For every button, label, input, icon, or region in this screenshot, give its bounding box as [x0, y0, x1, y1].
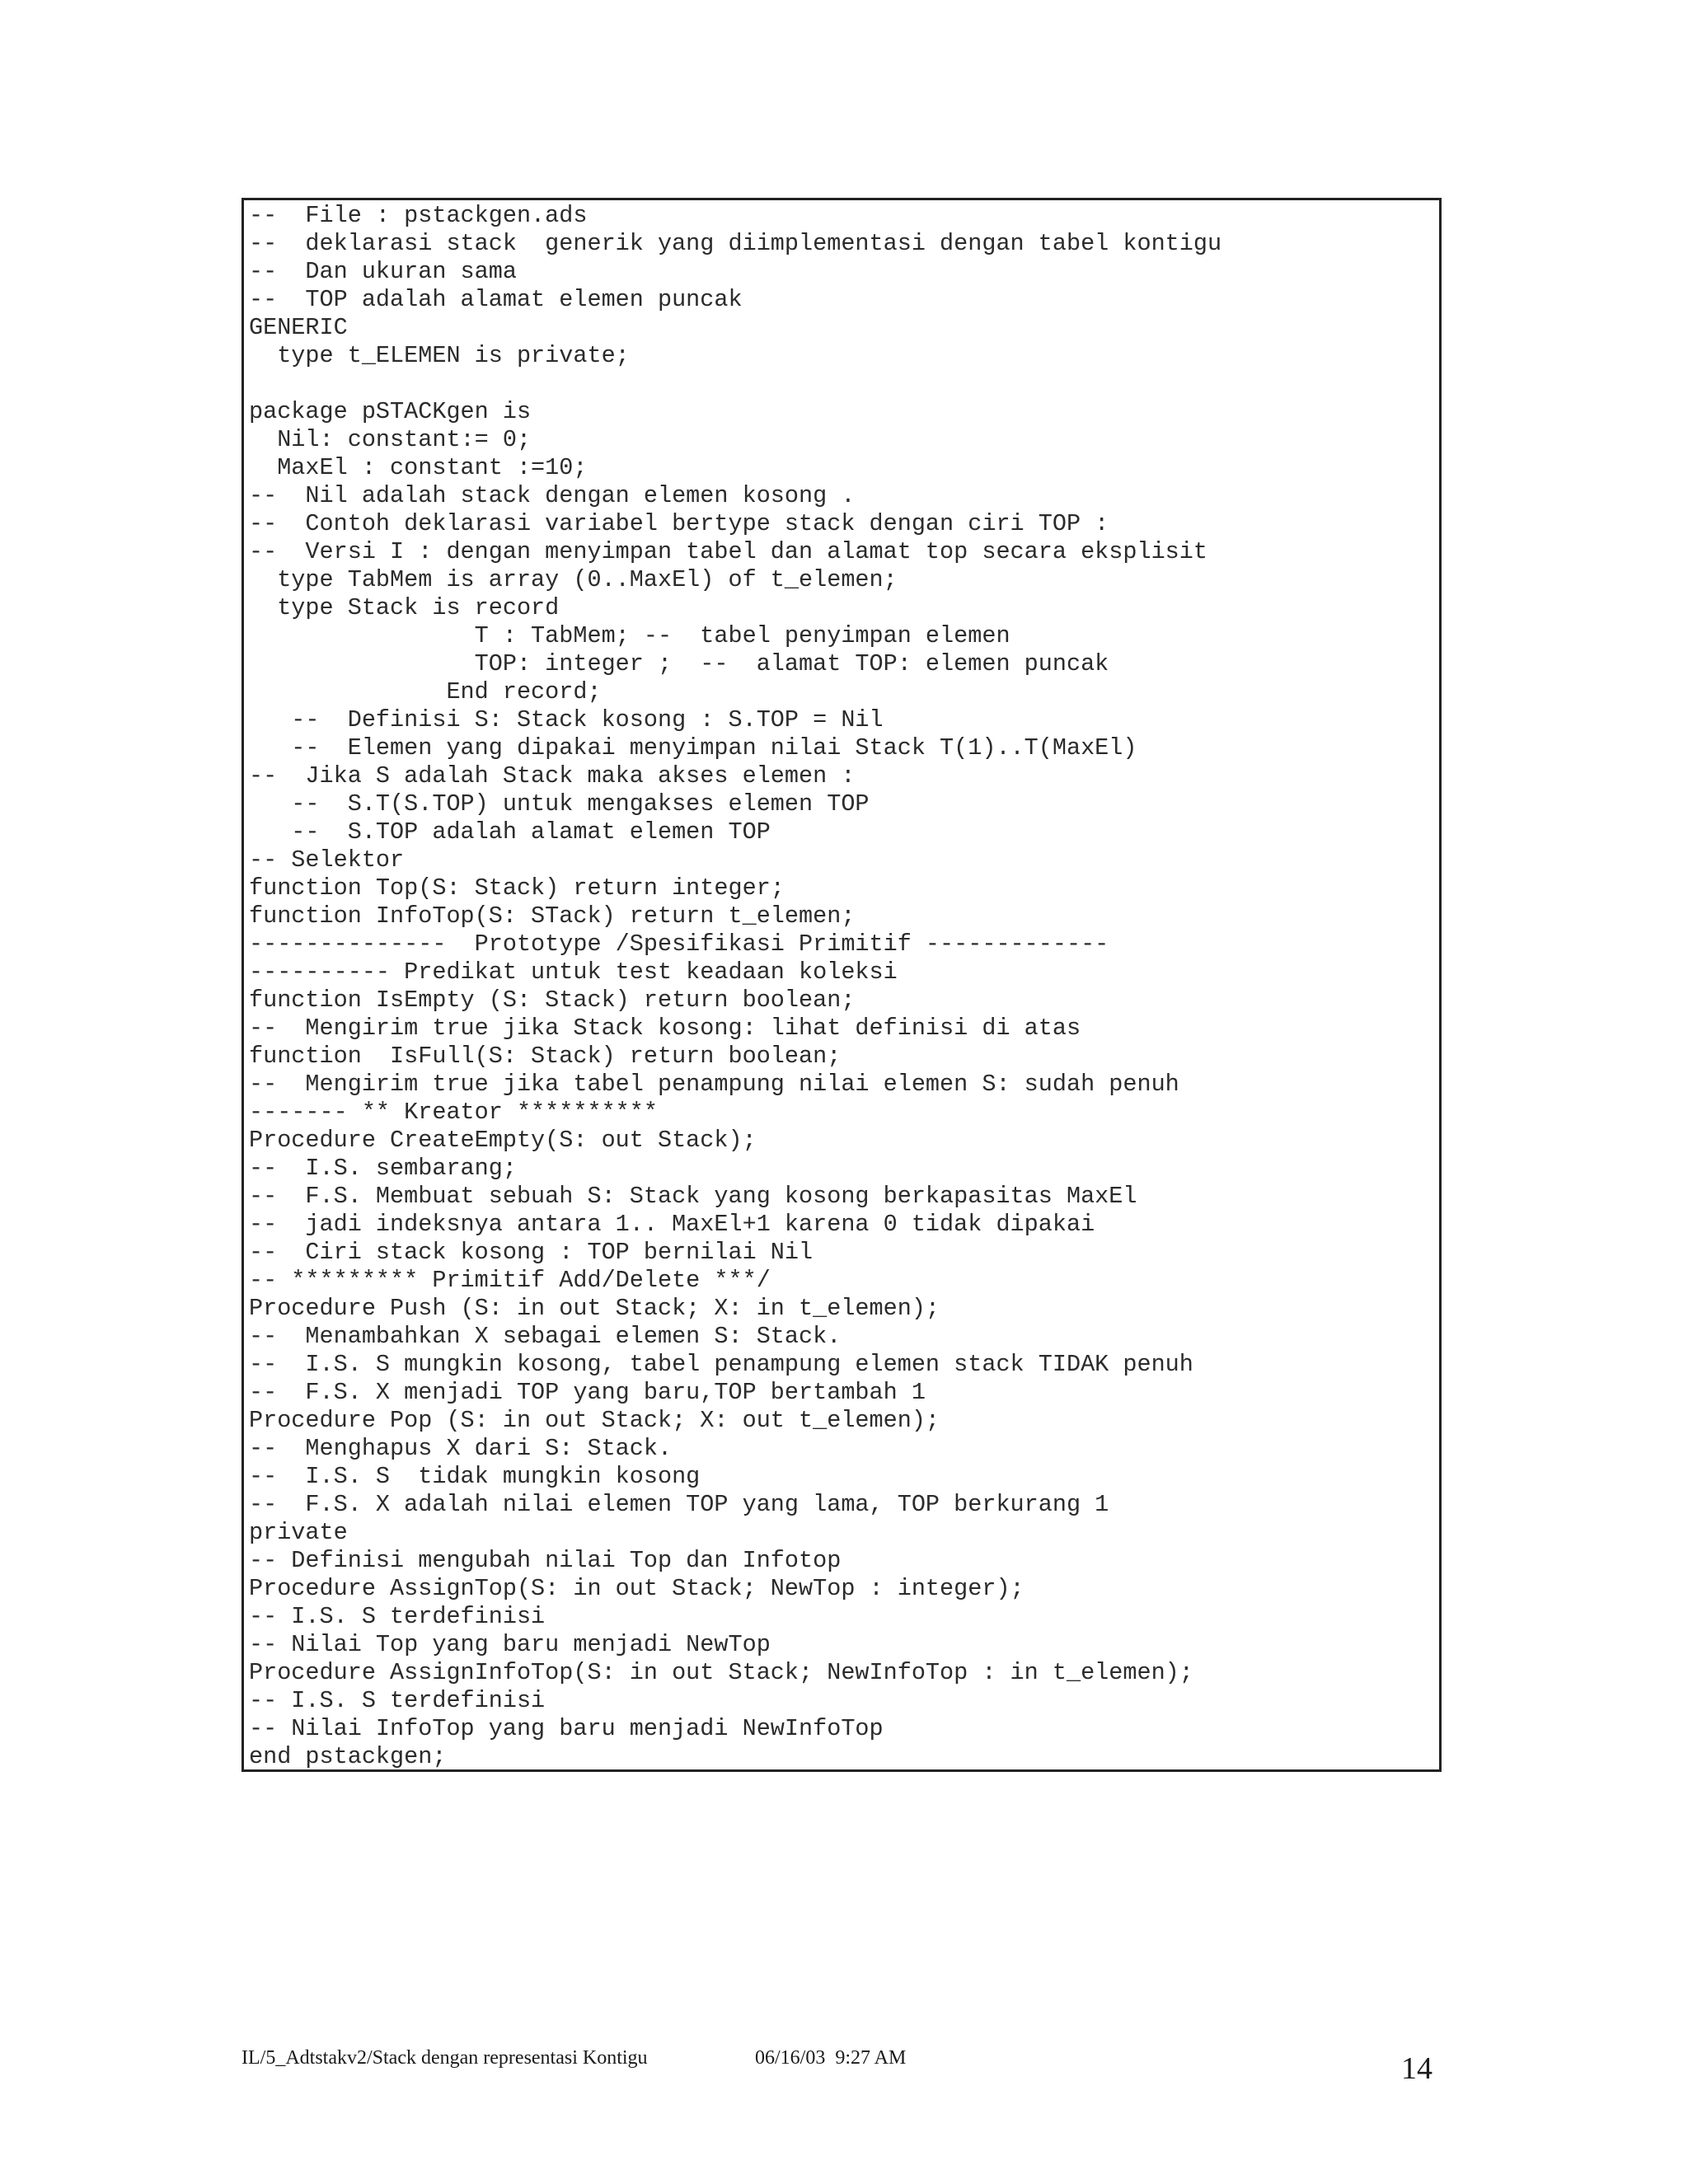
code-line: -- Nilai InfoTop yang baru menjadi NewInfoTop [249, 1715, 884, 1742]
code-line: type t_ELEMEN is private; [249, 342, 630, 369]
code-line: -- F.S. Membuat sebuah S: Stack yang kosong berkapasitas MaxEl [249, 1183, 1137, 1210]
code-line: -- Mengirim true jika Stack kosong: lihat definisi di atas [249, 1015, 1081, 1042]
code-line: -- F.S. X adalah nilai elemen TOP yang lama, TOP berkurang 1 [249, 1491, 1109, 1518]
code-line: function IsEmpty (S: Stack) return boolean; [249, 987, 856, 1014]
code-line: -- Definisi S: Stack kosong : S.TOP = Nil [249, 706, 884, 733]
footer-date: 06/16/03 9:27 AM [755, 2047, 907, 2069]
code-line: -- Contoh deklarasi variabel bertype stack dengan ciri TOP : [249, 510, 1109, 537]
code-line: -- S.T(S.TOP) untuk mengakses elemen TOP [249, 790, 870, 818]
code-line: -- Mengirim true jika tabel penampung nilai elemen S: sudah penuh [249, 1071, 1179, 1098]
code-line: -- I.S. S terdefinisi [249, 1687, 546, 1714]
code-line: GENERIC [249, 314, 348, 341]
code-line: Procedure AssignTop(S: in out Stack; NewTop : integer); [249, 1575, 1025, 1602]
code-line: -------------- Prototype /Spesifikasi Primitif ------------- [249, 930, 1109, 958]
code-line: TOP: integer ; -- alamat TOP: elemen puncak [249, 650, 1109, 677]
code-line: -- deklarasi stack generik yang diimplementasi dengan tabel kontigu [249, 230, 1222, 257]
code-line: package pSTACKgen is [249, 398, 532, 425]
code-line: -- File : pstackgen.ads [249, 202, 588, 229]
code-line [249, 370, 1439, 398]
code-line: -- F.S. X menjadi TOP yang baru,TOP bertambah 1 [249, 1379, 926, 1406]
code-line: Procedure CreateEmpty(S: out Stack); [249, 1127, 757, 1154]
code-line: -- TOP adalah alamat elemen puncak [249, 286, 743, 313]
code-line: MaxEl : constant :=10; [249, 454, 588, 481]
code-line: -- Jika S adalah Stack maka akses elemen : [249, 762, 856, 790]
page-number: 14 [1401, 2051, 1432, 2086]
code-line: ---------- Predikat untuk test keadaan koleksi [249, 958, 898, 986]
code-line: Nil: constant:= 0; [249, 426, 532, 453]
code-line: -- jadi indeksnya antara 1.. MaxEl+1 karena 0 tidak dipakai [249, 1211, 1095, 1238]
code-line: type TabMem is array (0..MaxEl) of t_elemen; [249, 566, 898, 593]
code-line: Procedure Pop (S: in out Stack; X: out t_elemen); [249, 1407, 940, 1434]
code-line: type Stack is record [249, 594, 560, 621]
code-line: -- S.TOP adalah alamat elemen TOP [249, 818, 771, 846]
code-line: -- I.S. sembarang; [249, 1155, 517, 1182]
code-line: -- Dan ukuran sama [249, 258, 517, 285]
code-line: function IsFull(S: Stack) return boolean; [249, 1043, 842, 1070]
code-line: -- ********* Primitif Add/Delete ***/ [249, 1267, 771, 1294]
code-line: Procedure Push (S: in out Stack; X: in t_elemen); [249, 1295, 940, 1322]
code-line: T : TabMem; -- tabel penyimpan elemen [249, 622, 1010, 649]
code-line: -- Nil adalah stack dengan elemen kosong . [249, 482, 856, 509]
code-line: function InfoTop(S: STack) return t_elemen; [249, 902, 856, 930]
code-listing-box [241, 198, 1442, 1772]
code-line: -- Elemen yang dipakai menyimpan nilai Stack T(1)..T(MaxEl) [249, 734, 1137, 762]
code-line: ------- ** Kreator ********** [249, 1099, 658, 1126]
code-line: -- Menambahkan X sebagai elemen S: Stack. [249, 1323, 842, 1350]
code-line: private [249, 1519, 348, 1546]
code-line: -- Versi I : dengan menyimpan tabel dan alamat top secara eksplisit [249, 538, 1207, 565]
footer-file-path: IL/5_Adtstakv2/Stack dengan representasi Kontigu [241, 2047, 648, 2069]
code-line: end pstackgen; [249, 1743, 447, 1770]
code-line: -- Menghapus X dari S: Stack. [249, 1435, 673, 1462]
code-line: -- Definisi mengubah nilai Top dan Infotop [249, 1547, 842, 1574]
code-line: -- I.S. S terdefinisi [249, 1603, 546, 1630]
code-line: -- I.S. S tidak mungkin kosong [249, 1463, 701, 1490]
code-line: End record; [249, 678, 602, 705]
code-line: Procedure AssignInfoTop(S: in out Stack; NewInfoTop : in t_elemen); [249, 1659, 1193, 1686]
code-line: -- Ciri stack kosong : TOP bernilai Nil [249, 1239, 814, 1266]
code-line: -- Selektor [249, 846, 405, 874]
code-line: function Top(S: Stack) return integer; [249, 874, 785, 902]
code-line: -- Nilai Top yang baru menjadi NewTop [249, 1631, 771, 1658]
code-line: -- I.S. S mungkin kosong, tabel penampung elemen stack TIDAK penuh [249, 1351, 1193, 1378]
